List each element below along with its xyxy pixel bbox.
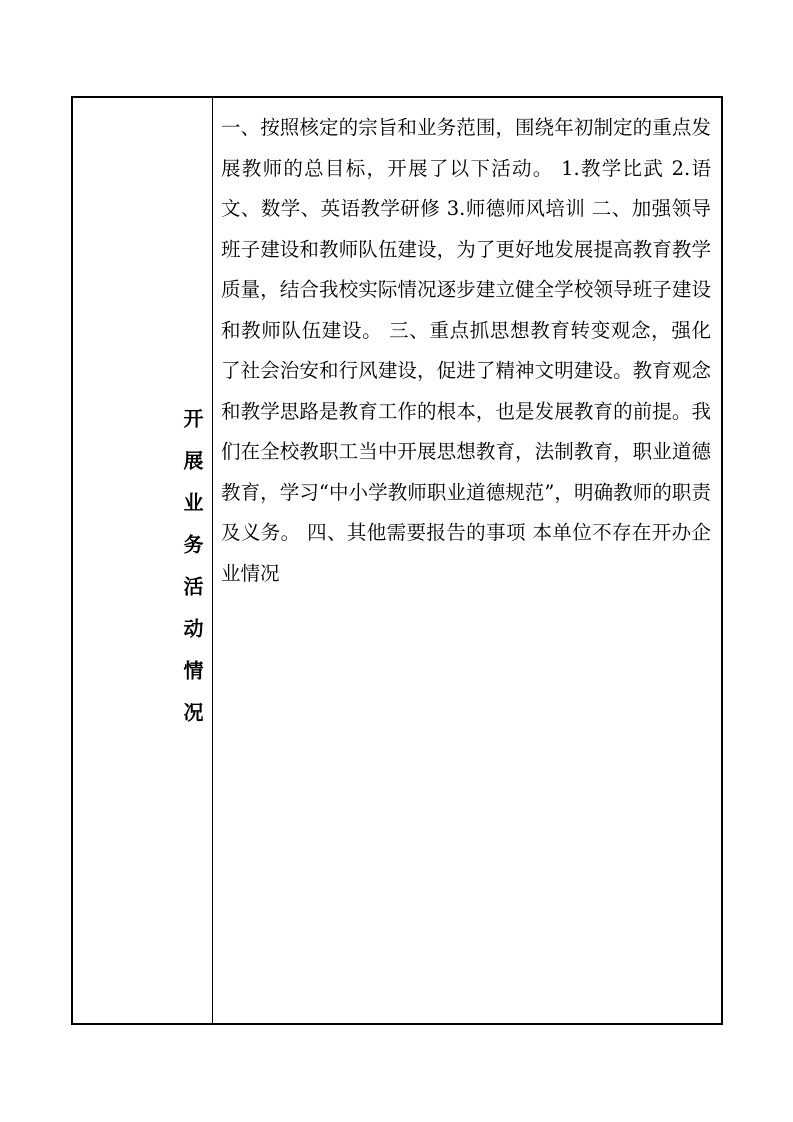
section-content-cell [213,98,721,1023]
report-form-table [71,96,723,1025]
section-label: 开展业务活动情况 [180,408,204,744]
section-label-cell [73,98,213,1023]
activity-description-text: 一、按照核定的宗旨和业务范围，围绕年初制定的重点发展教师的总目标，开展了以下活动。 1.教学比武 2.语文、数学、英语教学研修 3.师德师风培训 二、加强领导班子建设和教师队伍建设，为了更好地发展提高教育教学质量，结合我校实际情况逐步建立健全学校领导班子建设和教师队伍建设。 三、重点抓思想教育转变观念，强化了社会治安和行风建设，促进了精神文明建设。教育观念和教学思路是教育工作的根本，也是发展教育的前提。我们在全校教职工当中开展思想教育，法制教育，职业道德教育，学习“中小学教师职业道德规范”，明确教师的职责及义务。 四、其他需要报告的事项 本单位不存在开办企业情况 [221,116,711,585]
